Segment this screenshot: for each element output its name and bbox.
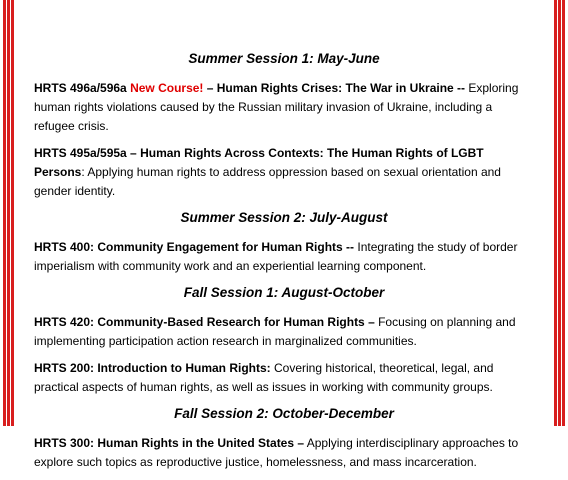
border-stripe <box>558 0 561 426</box>
course-entry <box>34 79 534 136</box>
border-stripe <box>554 0 557 426</box>
course-title: HRTS 400: Community Engagement for Human Rights -- <box>34 240 355 254</box>
course-description: : Applying human rights to address oppression based on sexual orientation and gender identity. <box>34 165 501 198</box>
session-heading: Fall Session 2: October-December <box>174 406 394 421</box>
course-code: HRTS 496a/596a <box>34 81 131 95</box>
session-heading: Summer Session 1: May-June <box>188 51 380 66</box>
course-entry <box>34 313 534 351</box>
border-stripe <box>7 0 10 426</box>
border-stripe <box>11 0 14 426</box>
border-stripe <box>3 0 6 426</box>
new-course-badge: New Course! <box>130 81 204 95</box>
session-heading: Fall Session 1: August-October <box>183 285 385 300</box>
course-description: Exploring human rights violations caused by the Russian military invasion of Ukraine, including a refugee crisis. <box>34 81 519 133</box>
course-description: Focusing on planning and implementing participation action research in marginalized communities. <box>34 315 516 348</box>
course-title: – Human Rights Crises: The War in Ukraine -- <box>203 81 466 95</box>
course-title: HRTS 200: Introduction to Human Rights: <box>34 361 271 375</box>
course-title: HRTS 420: Community-Based Research for Human Rights – <box>34 315 375 329</box>
course-entry <box>34 238 534 276</box>
course-description: Covering historical, theoretical, legal, and practical aspects of human rights, as well as issues in working with community groups. <box>34 361 494 394</box>
border-stripe <box>562 0 565 426</box>
course-title: HRTS 300: Human Rights in the United States – <box>34 436 305 450</box>
course-entry <box>34 359 534 397</box>
course-entry <box>34 434 534 472</box>
session-heading: Summer Session 2: July-August <box>180 210 388 225</box>
course-schedule <box>34 50 534 480</box>
course-title: HRTS 495a/595a – Human Rights Across Contexts: The Human Rights of LGBT Persons <box>34 146 484 179</box>
course-entry <box>34 144 534 201</box>
left-border-stripes <box>0 0 14 426</box>
course-description: Integrating the study of border imperialism with community work and an experiential learning component. <box>34 240 518 273</box>
right-border-stripes <box>554 0 568 426</box>
course-description: Applying interdisciplinary approaches to explore such topics as reproductive justice, homelessness, and mass incarceration. <box>34 436 519 469</box>
